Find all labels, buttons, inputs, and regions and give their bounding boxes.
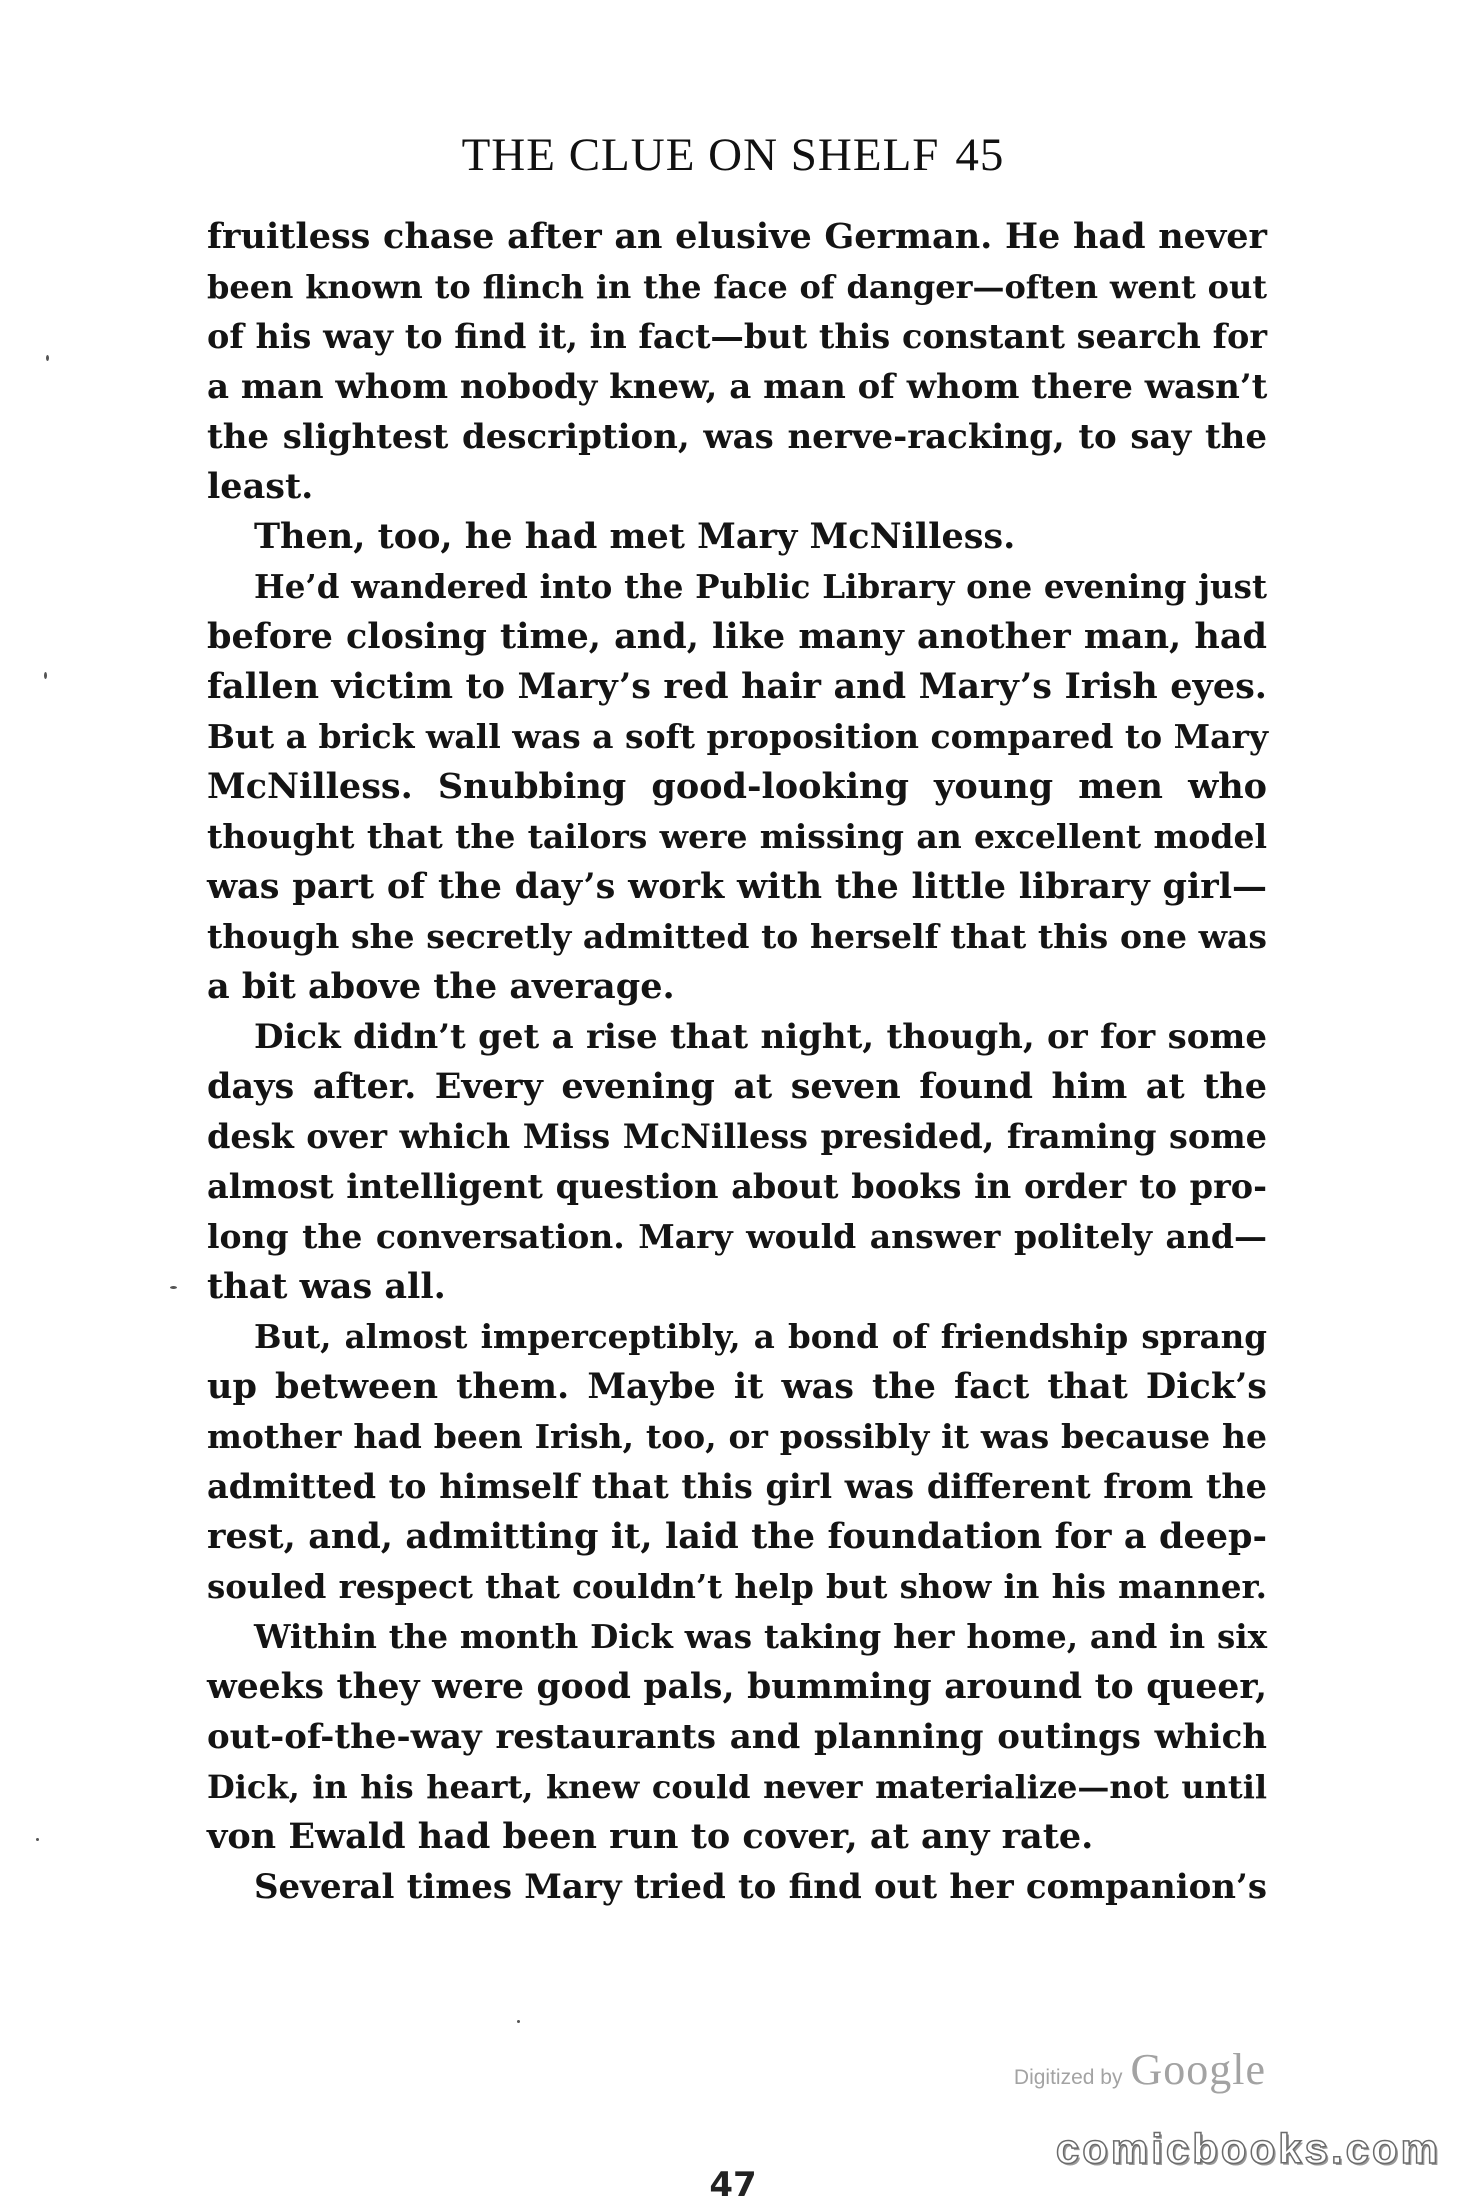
google-digitized-watermark [1014,2044,1266,2095]
text-line: of his way to find it, in fact—but this constant search for [207,317,1267,356]
text-line: Dick didn’t get a rise that night, though, or for some [254,1017,1267,1057]
text-line: that was all. [207,1266,446,1307]
text-line: though she secretly admitted to herself that this one was [207,917,1267,956]
text-line: been known to flinch in the face of danger—often went out [207,268,1267,306]
text-line: Then, too, he had met Mary McNilless. [254,516,1016,557]
digitized-by-label: Digitized by [1013,2066,1123,2089]
body-text [207,212,1267,1912]
margin-speck [46,355,49,361]
text-line: the slightest description, was nerve-racking, to say the [207,417,1267,457]
text-line: rest, and, admitting it, laid the foundation for a deep- [207,1516,1267,1557]
text-line: almost intelligent question about books in order to pro- [207,1167,1267,1206]
text-line: souled respect that couldn’t help but show in his manner. [207,1567,1267,1606]
text-line: He’d wandered into the Public Library one evening just [254,567,1267,606]
text-line: admitted to himself that this girl was different from the [207,1467,1267,1506]
text-line: a bit above the average. [207,966,675,1007]
margin-speck [517,2020,520,2023]
page-number: 47 [709,2165,757,2205]
running-head [0,128,1466,182]
text-line: a man whom nobody knew, a man of whom there wasn’t [207,367,1268,407]
margin-speck [44,672,47,679]
text-line: fruitless chase after an elusive German. He had never [207,216,1267,257]
margin-speck [36,1838,39,1841]
text-line: thought that the tailors were missing an excellent model [207,817,1267,856]
text-line: weeks they were good pals, bumming around to queer, [207,1667,1267,1707]
text-line: But, almost imperceptibly, a bond of friendship sprang [254,1317,1267,1356]
comicbooks-watermark: comicbooks.com [1055,2125,1441,2172]
text-line: Within the month Dick was taking her home, and in six [254,1617,1267,1656]
running-head-title: THE CLUE ON SHELF [461,129,940,181]
text-line: But a brick wall was a soft proposition compared to Mary [207,717,1269,756]
text-line: before closing time, and, like many another man, had [207,616,1267,657]
text-line: McNilless. Snubbing good-looking young men who [207,766,1267,807]
google-logo-text: Google [1130,2045,1266,2094]
text-line: Dick, in his heart, knew could never materialize—not until [207,1768,1267,1806]
text-line: was part of the day’s work with the little library girl— [207,866,1267,907]
text-line: least. [207,466,314,507]
text-line: mother had been Irish, too, or possibly it was because he [207,1417,1267,1456]
text-line: fallen victim to Mary’s red hair and Mary’s Irish eyes. [207,666,1267,707]
text-line: up between them. Maybe it was the fact that Dick’s [207,1366,1267,1407]
text-line: von Ewald had been run to cover, at any rate. [207,1816,1094,1857]
text-line: Several times Mary tried to find out her companion’s [254,1867,1267,1907]
running-head-number: 45 [955,129,1005,181]
text-line: long the conversation. Mary would answer politely and— [207,1217,1267,1256]
text-line: desk over which Miss McNilless presided, framing some [207,1117,1267,1156]
text-line: days after. Every evening at seven found him at the [207,1066,1267,1107]
text-line: out-of-the-way restaurants and planning outings which [207,1717,1267,1757]
margin-speck [170,1286,177,1289]
